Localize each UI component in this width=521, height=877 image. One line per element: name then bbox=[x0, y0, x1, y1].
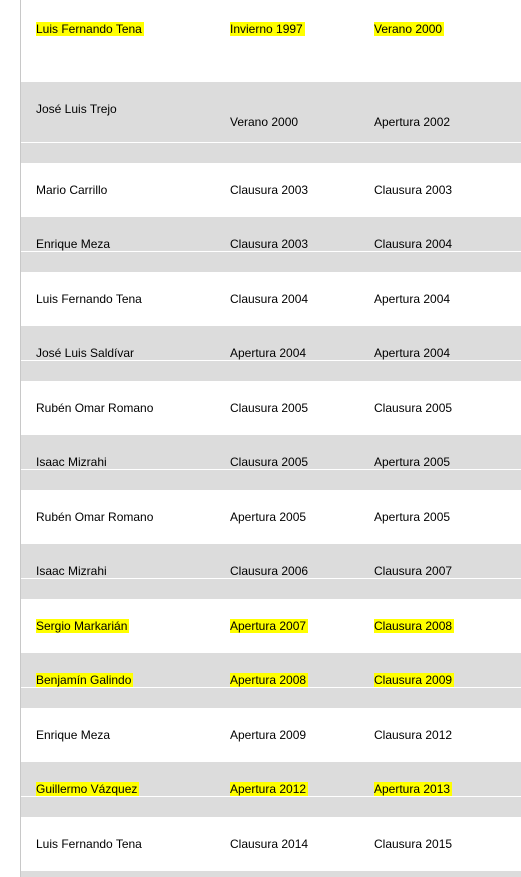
table-row bbox=[21, 0, 521, 82]
coach-name: Rubén Omar Romano bbox=[36, 510, 154, 524]
start-season: Clausura 2005 bbox=[230, 401, 309, 415]
coach-name: Luis Fernando Tena bbox=[36, 837, 142, 851]
start-season: Apertura 2007 bbox=[230, 619, 307, 633]
end-season: Clausura 2009 bbox=[374, 673, 453, 687]
end-season: Clausura 2008 bbox=[374, 619, 453, 633]
coach-name: Isaac Mizrahi bbox=[36, 564, 107, 578]
coach-name: Sergio Markarián bbox=[36, 619, 128, 633]
table-row bbox=[21, 599, 521, 653]
row-divider bbox=[21, 578, 521, 579]
coach-name: Mario Carrillo bbox=[36, 183, 108, 197]
start-season: Invierno 1997 bbox=[230, 22, 303, 36]
table-row bbox=[21, 708, 521, 762]
row-divider bbox=[21, 251, 521, 252]
end-season: Apertura 2004 bbox=[374, 292, 451, 306]
start-season: Apertura 2012 bbox=[230, 782, 307, 796]
coach-name: Enrique Meza bbox=[36, 237, 111, 251]
row-divider bbox=[21, 796, 521, 797]
start-season: Verano 2000 bbox=[230, 115, 299, 129]
coach-name: Guillermo Vázquez bbox=[36, 782, 138, 796]
table-row bbox=[21, 435, 521, 490]
coach-name: Luis Fernando Tena bbox=[36, 292, 142, 306]
coach-name: José Luis Saldívar bbox=[36, 346, 135, 360]
start-season: Clausura 2003 bbox=[230, 237, 309, 251]
end-season: Clausura 2007 bbox=[374, 564, 453, 578]
start-season: Apertura 2004 bbox=[230, 346, 307, 360]
start-season: Clausura 2004 bbox=[230, 292, 309, 306]
end-season: Clausura 2004 bbox=[374, 237, 453, 251]
table-row bbox=[21, 544, 521, 599]
row-divider bbox=[21, 142, 521, 143]
coach-name: Isaac Mizrahi bbox=[36, 455, 107, 469]
table-row bbox=[21, 490, 521, 544]
table-row bbox=[21, 762, 521, 817]
end-season: Clausura 2003 bbox=[374, 183, 453, 197]
table-row bbox=[21, 163, 521, 217]
end-season: Apertura 2005 bbox=[374, 510, 451, 524]
end-season: Apertura 2005 bbox=[374, 455, 451, 469]
end-season: Apertura 2004 bbox=[374, 346, 451, 360]
end-season: Verano 2000 bbox=[374, 22, 443, 36]
coach-name: Luis Fernando Tena bbox=[36, 22, 142, 36]
start-season: Clausura 2014 bbox=[230, 837, 309, 851]
row-divider bbox=[21, 469, 521, 470]
start-season: Clausura 2003 bbox=[230, 183, 309, 197]
table-row bbox=[21, 381, 521, 435]
end-season: Clausura 2012 bbox=[374, 728, 453, 742]
start-season: Apertura 2008 bbox=[230, 673, 307, 687]
coach-name: Benjamín Galindo bbox=[36, 673, 132, 687]
start-season: Clausura 2006 bbox=[230, 564, 309, 578]
row-divider bbox=[21, 360, 521, 361]
start-season: Clausura 2005 bbox=[230, 455, 309, 469]
table-row bbox=[21, 326, 521, 381]
table-row bbox=[21, 217, 521, 272]
coach-name: Rubén Omar Romano bbox=[36, 401, 154, 415]
start-season: Apertura 2009 bbox=[230, 728, 307, 742]
end-season: Apertura 2002 bbox=[374, 115, 451, 129]
table-row bbox=[21, 817, 521, 871]
start-season: Apertura 2005 bbox=[230, 510, 307, 524]
table-row bbox=[21, 82, 521, 163]
end-season: Apertura 2013 bbox=[374, 782, 451, 796]
table-row bbox=[21, 272, 521, 326]
row-divider bbox=[21, 687, 521, 688]
coach-name: Enrique Meza bbox=[36, 728, 111, 742]
coach-name: José Luis Trejo bbox=[36, 102, 117, 116]
end-season: Clausura 2015 bbox=[374, 837, 453, 851]
table-row bbox=[21, 653, 521, 708]
end-season: Clausura 2005 bbox=[374, 401, 453, 415]
coaches-table bbox=[20, 0, 521, 877]
table-row bbox=[21, 871, 521, 877]
